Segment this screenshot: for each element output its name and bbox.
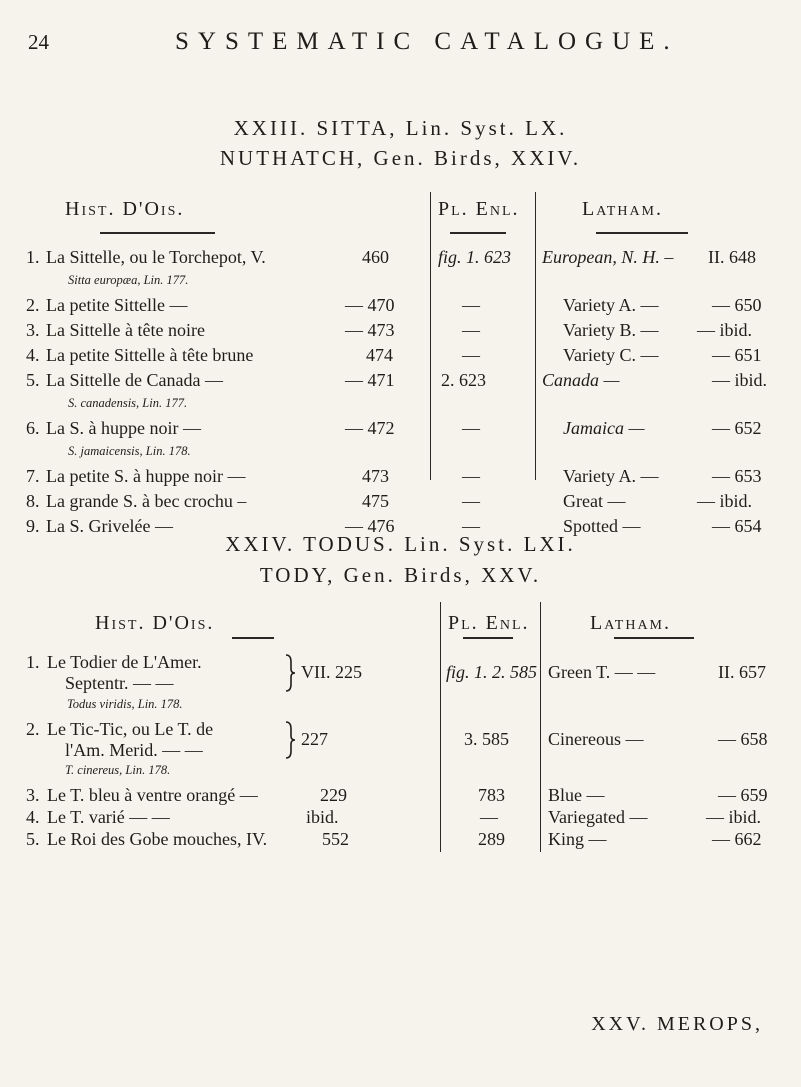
plate-ref: 783 <box>478 785 505 805</box>
latham-name: Variety A. — <box>563 466 659 486</box>
entry-number: 1. <box>26 652 40 672</box>
entry-name-cont: l'Am. Merid. — — <box>65 740 203 760</box>
entry-number: 6. <box>26 418 40 438</box>
column-rule <box>535 192 536 480</box>
entry-number: 7. <box>26 466 40 486</box>
entry-name: Le T. varié — — <box>47 807 170 827</box>
plate-ref: — <box>462 345 480 365</box>
entry-page: — 476 <box>345 516 395 536</box>
entry-page: 474 <box>366 345 393 365</box>
entry-number: 3. <box>26 320 40 340</box>
latham-ref: — 659 <box>718 785 768 805</box>
plate-ref: — <box>480 807 498 827</box>
divider <box>232 637 274 639</box>
column-head-hist: Hist. D'Ois. <box>95 612 215 634</box>
latham-ref: — ibid. <box>697 320 753 340</box>
divider <box>100 232 215 234</box>
plate-ref: — <box>462 491 480 511</box>
latham-ref: — 658 <box>718 729 768 749</box>
entry-name: La petite Sittelle à tête brune <box>46 345 254 365</box>
entry-number: 2. <box>26 295 40 315</box>
brace-ref: VII. 225 <box>301 662 362 682</box>
divider <box>614 637 694 639</box>
latham-ref: II. 657 <box>718 662 766 682</box>
entry-number: 4. <box>26 807 40 827</box>
latham-ref: — ibid. <box>697 491 753 511</box>
column-head-latham: Latham. <box>590 612 671 634</box>
latham-name: Variety B. — <box>563 320 659 340</box>
latham-name: Great — <box>563 491 626 511</box>
brace-icon <box>284 721 296 759</box>
latham-name: Variety A. — <box>563 295 659 315</box>
entry-name: Le Roi des Gobe mouches, IV. <box>47 829 268 849</box>
entry-name: La petite S. à huppe noir — <box>46 466 246 486</box>
section-title: XXIII. SITTA, Lin. Syst. LX. <box>233 116 568 140</box>
entry-number: 5. <box>26 829 40 849</box>
entry-name-cont: Septentr. — — <box>65 673 174 693</box>
column-head-pl: Pl. Enl. <box>448 612 530 634</box>
entry-number: 4. <box>26 345 40 365</box>
latham-name: Blue — <box>548 785 605 805</box>
entry-number: 5. <box>26 370 40 390</box>
plate-ref: fig. 1. 623 <box>438 247 512 267</box>
plate-ref: 289 <box>478 829 505 849</box>
entry-latin: Todus viridis, Lin. 178. <box>67 697 183 711</box>
entry-page: 552 <box>322 829 349 849</box>
entry-page: 229 <box>320 785 347 805</box>
brace-ref: 227 <box>301 729 328 749</box>
entry-name: La Sittelle à tête noire <box>46 320 205 340</box>
section-title: XXIV. TODUS. Lin. Syst. LXI. <box>225 532 576 556</box>
entry-name: Le T. bleu à ventre orangé — <box>47 785 258 805</box>
plate-ref: — <box>462 516 480 536</box>
entry-name: La S. à huppe noir — <box>46 418 201 438</box>
plate-ref: — <box>462 295 480 315</box>
entry-page: — 472 <box>345 418 395 438</box>
entry-number: 2. <box>26 719 40 739</box>
divider <box>596 232 688 234</box>
latham-ref: II. 648 <box>708 247 756 267</box>
entry-page: — 473 <box>345 320 395 340</box>
running-head: SYSTEMATIC CATALOGUE. <box>175 28 679 55</box>
latham-ref: — 651 <box>712 345 762 365</box>
entry-page: ibid. <box>306 807 339 827</box>
entry-page: — 471 <box>345 370 395 390</box>
column-head-pl: Pl. Enl. <box>438 198 520 220</box>
divider <box>450 232 506 234</box>
latham-name: Green T. — — <box>548 662 656 682</box>
column-rule <box>440 602 441 852</box>
entry-name: Le Todier de L'Amer. <box>47 652 202 672</box>
column-head-hist: Hist. D'Ois. <box>65 198 185 220</box>
latham-ref: — 653 <box>712 466 762 486</box>
latham-name: King — <box>548 829 607 849</box>
plate-ref: fig. 1. 2. 585 <box>446 662 538 682</box>
latham-ref: — 650 <box>712 295 762 315</box>
divider <box>463 637 513 639</box>
plate-ref: — <box>462 320 480 340</box>
column-rule <box>540 602 541 852</box>
latham-name: Variegated — <box>548 807 648 827</box>
entry-page: 473 <box>362 466 389 486</box>
entry-page: — 470 <box>345 295 395 315</box>
latham-name: Spotted — <box>563 516 641 536</box>
entry-number: 3. <box>26 785 40 805</box>
entry-page: 475 <box>362 491 389 511</box>
latham-ref: — 662 <box>712 829 762 849</box>
plate-ref: — <box>462 418 480 438</box>
entry-name: La S. Grivelée — <box>46 516 173 536</box>
column-head-latham: Latham. <box>582 198 663 220</box>
entry-number: 9. <box>26 516 40 536</box>
entry-number: 1. <box>26 247 40 267</box>
entry-latin: S. jamaicensis, Lin. 178. <box>68 444 191 458</box>
page-number: 24 <box>28 30 49 54</box>
latham-name: Variety C. — <box>563 345 659 365</box>
brace-icon <box>284 654 296 692</box>
plate-ref: 3. 585 <box>464 729 509 749</box>
entry-latin: S. canadensis, Lin. 177. <box>68 396 188 410</box>
entry-name: La Sittelle de Canada — <box>46 370 223 390</box>
entry-latin: Sitta europæa, Lin. 177. <box>68 273 189 287</box>
latham-ref: — 654 <box>712 516 762 536</box>
plate-ref: 2. 623 <box>441 370 486 390</box>
section-subtitle: NUTHATCH, Gen. Birds, XXIV. <box>219 146 582 170</box>
latham-name: European, N. H. – <box>542 247 674 267</box>
entry-name: La Sittelle, ou le Torchepot, V. <box>46 247 266 267</box>
latham-name: Canada — <box>542 370 620 390</box>
latham-ref: — ibid. <box>712 370 768 390</box>
latham-ref: — 652 <box>712 418 762 438</box>
latham-name: Cinereous — <box>548 729 644 749</box>
entry-name: La petite Sittelle — <box>46 295 188 315</box>
entry-name: La grande S. à bec crochu – <box>46 491 247 511</box>
plate-ref: — <box>462 466 480 486</box>
entry-page: 460 <box>362 247 389 267</box>
section-subtitle: TODY, Gen. Birds, XXV. <box>259 563 542 587</box>
catchword: XXV. MEROPS, <box>591 1013 763 1035</box>
entry-latin: T. cinereus, Lin. 178. <box>65 763 171 777</box>
entry-number: 8. <box>26 491 40 511</box>
latham-name: Jamaica — <box>563 418 645 438</box>
entry-name: Le Tic-Tic, ou Le T. de <box>47 719 214 739</box>
column-rule <box>430 192 431 480</box>
latham-ref: — ibid. <box>706 807 762 827</box>
